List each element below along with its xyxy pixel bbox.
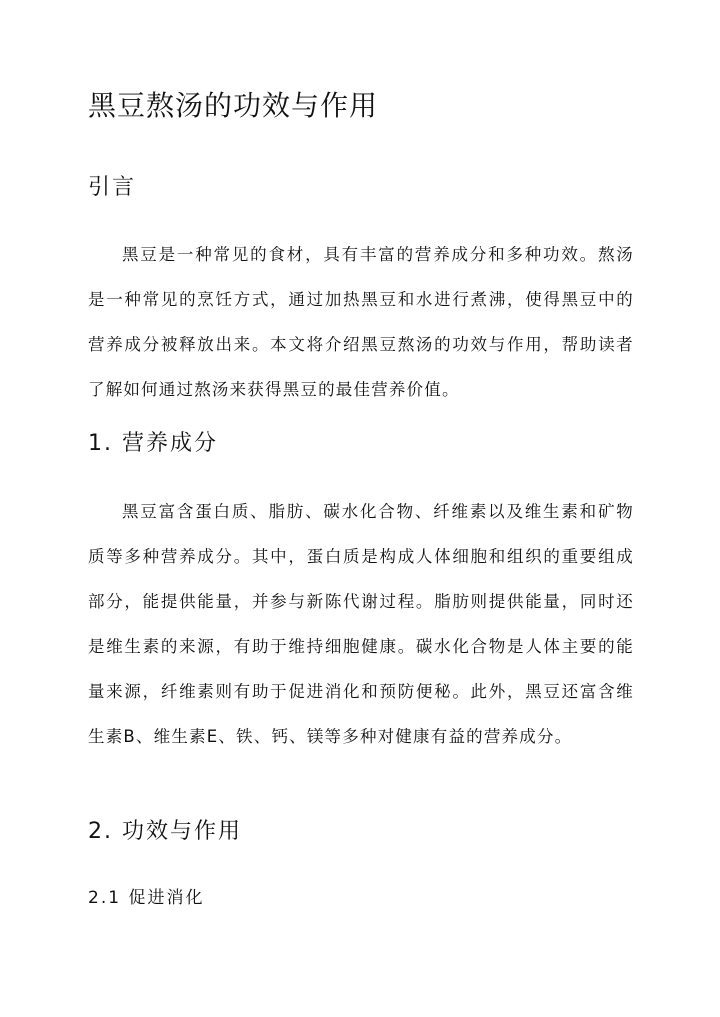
section-heading-intro: 引言: [88, 175, 137, 200]
nutrition-paragraph: 黑豆富含蛋白质、脂肪、碳水化合物、纤维素以及维生素和矿物质等多种营养成分。其中，蛋白质是构成人体细胞和组织的重要组成部分，能提供能量，并参与新陈代谢过程。脂肪则提供能量，同时还是维生素的来源，有助于维持细胞健康。碳水化合物是人体主要的能量来源，纤维素则有助于促进消化和预防便秘。此外，黑豆还富含维生素B、维生素E、铁、钙、镁等多种对健康有益的营养成分。: [88, 502, 634, 746]
intro-paragraph: 黑豆是一种常见的食材，具有丰富的营养成分和多种功效。熬汤是一种常见的烹饪方式，通过加热黑豆和水进行煮沸，使得黑豆中的营养成分被释放出来。本文将介绍黑豆熬汤的功效与作用，帮助读者了解如何通过熬汤来获得黑豆的最佳营养价值。: [88, 245, 634, 399]
section-heading-nutrition: 1. 营养成分: [88, 431, 218, 456]
section-heading-effects: 2. 功效与作用: [88, 819, 242, 844]
document-title: 黑豆熬汤的功效与作用: [88, 89, 379, 122]
subsection-heading-digestion: 2.1 促进消化: [88, 888, 205, 908]
